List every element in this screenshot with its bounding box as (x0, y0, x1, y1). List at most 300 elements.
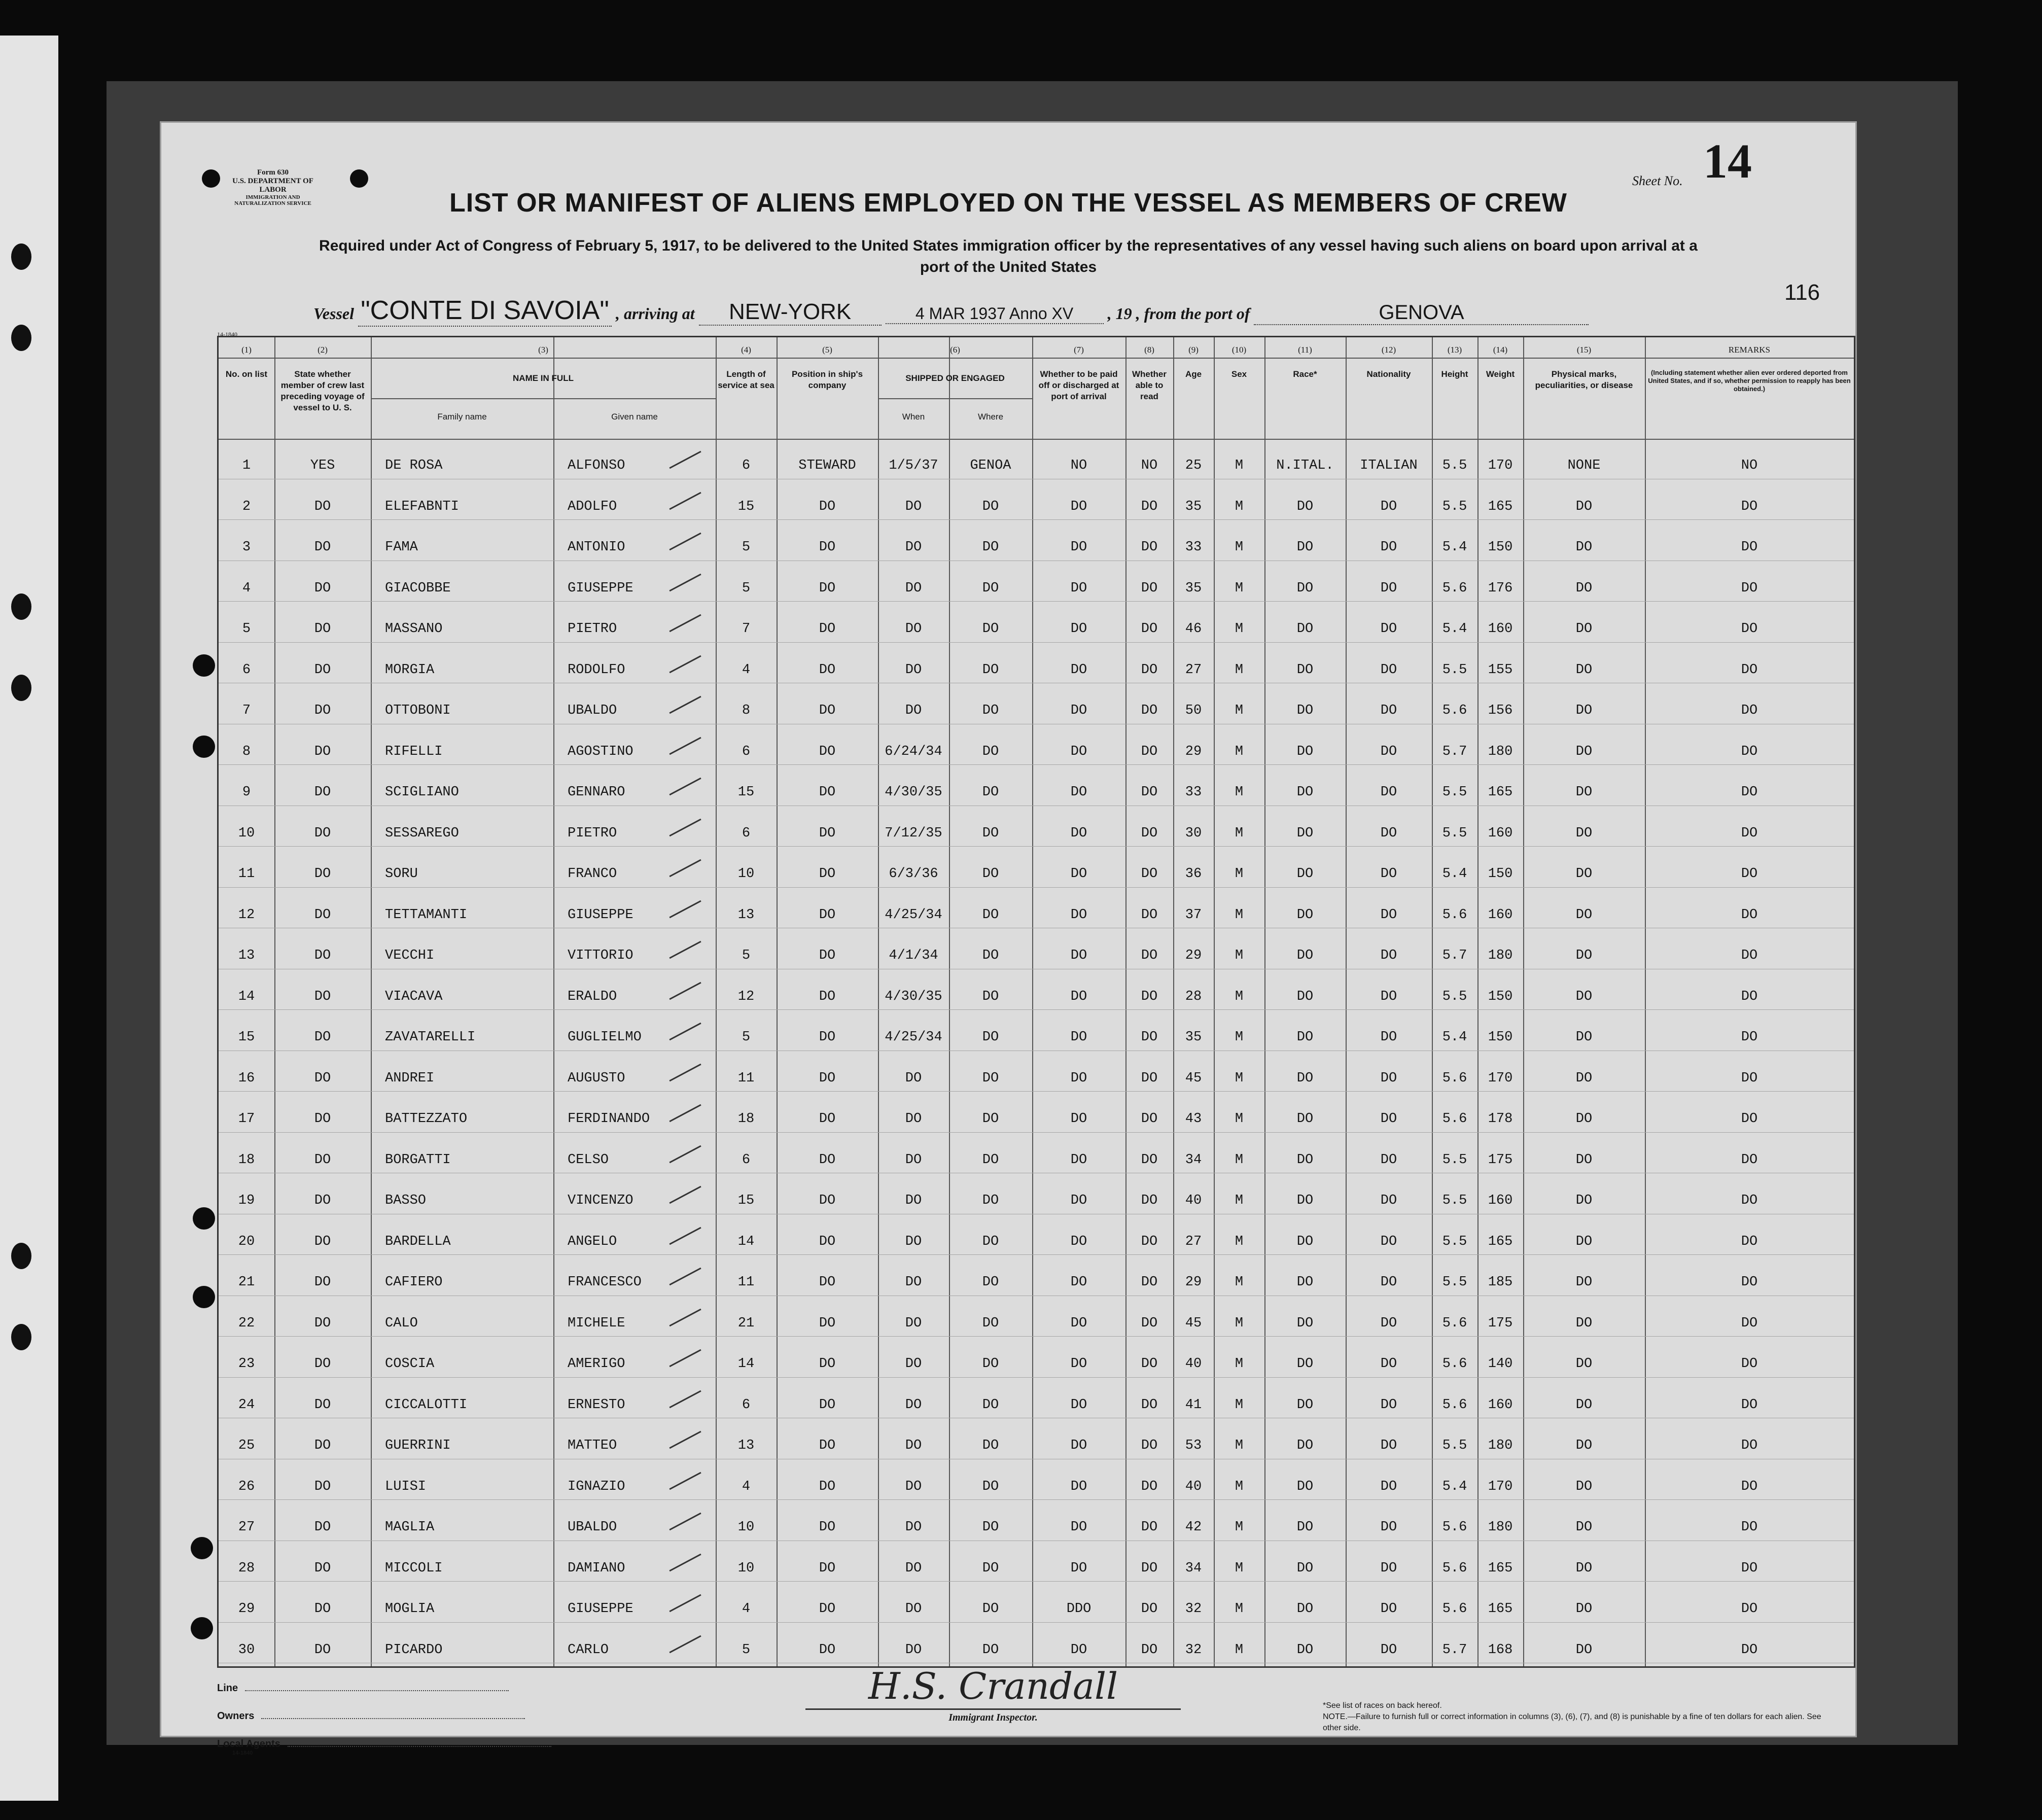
table-cell: DO (1575, 825, 1593, 841)
table-cell: DO (819, 1438, 836, 1453)
table-cell: NONE (1567, 458, 1601, 473)
table-cell: DO (1070, 1152, 1087, 1168)
table-cell: DO (982, 1438, 999, 1453)
table-cell: 7 (242, 703, 251, 718)
table-cell: DO (1741, 785, 1758, 800)
column-number: (1) (241, 345, 252, 355)
subheader-rule (878, 398, 1032, 399)
column-number: (7) (1074, 345, 1084, 355)
inspector-block (805, 1665, 1181, 1724)
table-cell: 5.5 (1442, 458, 1467, 473)
table-cell: DO (819, 1601, 836, 1617)
column-header: Length of service at sea (718, 369, 774, 390)
table-cell: DO (1741, 1070, 1758, 1086)
table-cell: DO (1141, 703, 1158, 718)
table-cell: ERALDO (568, 989, 617, 1004)
table-cell: M (1235, 785, 1244, 800)
table-cell: AMERIGO (568, 1356, 625, 1372)
table-cell: COSCIA (385, 1356, 435, 1372)
table-cell: DO (1741, 744, 1758, 759)
table-cell: DO (1296, 1234, 1314, 1249)
table-cell: DO (1141, 1397, 1158, 1413)
table-cell: DO (1575, 907, 1593, 923)
table-cell: GIUSEPPE (568, 580, 633, 596)
table-cell: 5.4 (1442, 866, 1467, 882)
table-cell: DO (819, 1152, 836, 1168)
table-cell: DO (1380, 580, 1397, 596)
table-cell: UBALDO (568, 703, 617, 718)
table-cell: LUISI (385, 1479, 427, 1494)
table-cell: DO (1070, 907, 1087, 923)
table-cell: SCIGLIANO (385, 785, 459, 800)
table-cell: 5.5 (1442, 1234, 1467, 1249)
table-cell: DO (314, 866, 331, 882)
table-cell: DO (1070, 1111, 1087, 1127)
departure-port: GENOVA (1254, 301, 1589, 325)
table-cell: M (1235, 1234, 1244, 1249)
table-cell: PIETRO (568, 825, 617, 841)
table-cell: DO (1380, 1642, 1397, 1658)
table-cell: DO (1380, 785, 1397, 800)
table-cell: DO (1575, 621, 1593, 637)
table-cell: 30 (238, 1642, 255, 1658)
column-number: (8) (1144, 345, 1154, 355)
table-cell: AUGUSTO (568, 1070, 625, 1086)
punch-hole (193, 1207, 215, 1230)
column-number: (10) (1231, 345, 1247, 355)
table-cell: 5.5 (1442, 499, 1467, 514)
table-cell: DO (1070, 1479, 1087, 1494)
binding-hole (11, 325, 31, 351)
row-rule (219, 1581, 1854, 1582)
table-cell: DO (1575, 1397, 1593, 1413)
table-cell: DO (905, 499, 922, 514)
table-cell: 5 (742, 948, 751, 963)
table-cell: 45 (1185, 1070, 1202, 1086)
row-rule (219, 642, 1854, 643)
table-cell: DO (1380, 1356, 1397, 1372)
table-cell: M (1235, 1356, 1244, 1372)
table-cell: 180 (1488, 948, 1513, 963)
table-cell: DO (982, 1193, 999, 1208)
table-cell: DO (905, 1234, 922, 1249)
table-cell: DO (982, 580, 999, 596)
table-cell: DO (982, 540, 999, 555)
table-cell: DO (819, 989, 836, 1004)
table-cell: DO (1070, 1560, 1087, 1576)
table-cell: DO (1141, 1030, 1158, 1045)
binding-hole (11, 1324, 31, 1350)
table-cell: 53 (1185, 1438, 1202, 1453)
table-cell: DO (314, 703, 331, 718)
table-cell: 5.5 (1442, 1438, 1467, 1453)
table-cell: DO (1070, 1070, 1087, 1086)
table-cell: DO (819, 1070, 836, 1086)
column-header: NAME IN FULL (513, 373, 574, 383)
table-cell: 6 (742, 1397, 751, 1413)
table-cell: 3 (242, 540, 251, 555)
table-cell: DO (1296, 1030, 1314, 1045)
table-cell: DO (819, 1560, 836, 1576)
table-cell: DO (1575, 1642, 1593, 1658)
footnotes (1323, 1700, 1830, 1734)
table-cell: DDO (1066, 1601, 1092, 1617)
table-cell: M (1235, 907, 1244, 923)
column-number: (2) (318, 345, 328, 355)
table-cell: M (1235, 580, 1244, 596)
table-cell: DO (819, 1193, 836, 1208)
table-cell: 15 (737, 785, 755, 800)
column-header: Nationality (1366, 369, 1411, 379)
table-cell: 4 (242, 580, 251, 596)
table-cell: 10 (238, 825, 255, 841)
row-rule (219, 1091, 1854, 1092)
table-cell: DO (1141, 948, 1158, 963)
table-cell: DE ROSA (385, 458, 443, 473)
table-cell: MATTEO (568, 1438, 617, 1453)
table-cell: 160 (1488, 907, 1513, 923)
table-cell: DO (1741, 989, 1758, 1004)
table-cell: 37 (1185, 907, 1202, 923)
page-number: 116 (1784, 280, 1820, 305)
table-cell: DO (905, 1356, 922, 1372)
table-cell: DO (1741, 1356, 1758, 1372)
table-cell: DO (1141, 540, 1158, 555)
table-cell: 5.7 (1442, 1642, 1467, 1658)
table-cell: BORGATTI (385, 1152, 451, 1168)
row-rule (219, 1132, 1854, 1133)
table-cell: 5.5 (1442, 662, 1467, 678)
table-cell: M (1235, 866, 1244, 882)
crew-manifest-table (217, 336, 1855, 1668)
table-cell: VITTORIO (568, 948, 633, 963)
table-cell: DO (819, 499, 836, 514)
table-cell: DO (905, 1275, 922, 1290)
table-cell: M (1235, 1397, 1244, 1413)
table-cell: DO (1141, 1438, 1158, 1453)
table-cell: DO (1380, 1601, 1397, 1617)
column-number: (9) (1188, 345, 1199, 355)
table-cell: DO (1741, 580, 1758, 596)
table-cell: DO (1296, 907, 1314, 923)
table-cell: DO (1070, 1275, 1087, 1290)
table-cell: DO (314, 744, 331, 759)
table-cell: DO (1296, 499, 1314, 514)
table-cell: 21 (238, 1275, 255, 1290)
table-cell: DO (819, 1315, 836, 1331)
table-cell: ANGELO (568, 1234, 617, 1249)
table-cell: 28 (238, 1560, 255, 1576)
table-cell: 5.6 (1442, 1111, 1467, 1127)
table-cell: 4 (742, 662, 751, 678)
column-header: Whether to be paid off or discharged at port of arrival (1038, 369, 1119, 401)
table-cell: YES (310, 458, 335, 473)
table-cell: DO (982, 621, 999, 637)
table-cell: DO (1575, 580, 1593, 596)
table-cell: DO (1070, 1397, 1087, 1413)
table-cell: DO (1741, 1560, 1758, 1576)
column-subheader: Family name (437, 412, 487, 422)
table-cell: DO (982, 1315, 999, 1331)
table-cell: RIFELLI (385, 744, 443, 759)
table-cell: DO (819, 785, 836, 800)
table-cell: 34 (1185, 1560, 1202, 1576)
table-cell: 150 (1488, 989, 1513, 1004)
table-cell: 27 (1185, 1234, 1202, 1249)
table-cell: MORGIA (385, 662, 435, 678)
table-cell: DO (1575, 1560, 1593, 1576)
table-cell: DO (1575, 1193, 1593, 1208)
table-cell: DO (1070, 1642, 1087, 1658)
table-cell: 7/12/35 (885, 825, 942, 841)
table-cell: 5.6 (1442, 1560, 1467, 1576)
table-cell: GIUSEPPE (568, 907, 633, 923)
punch-hole (191, 1617, 213, 1639)
table-cell: DO (1380, 1438, 1397, 1453)
table-cell: DO (1296, 1111, 1314, 1127)
table-cell: 6/3/36 (889, 866, 938, 882)
table-cell: 13 (737, 907, 755, 923)
table-cell: DO (1380, 1193, 1397, 1208)
line-field (217, 1683, 509, 1694)
table-cell: BARDELLA (385, 1234, 451, 1249)
table-cell: DO (1070, 1356, 1087, 1372)
table-cell: DO (982, 1234, 999, 1249)
table-cell: 170 (1488, 458, 1513, 473)
table-cell: 25 (1185, 458, 1202, 473)
row-rule (219, 1622, 1854, 1623)
table-cell: ZAVATARELLI (385, 1030, 476, 1045)
table-cell: DO (1141, 1560, 1158, 1576)
table-cell: 19 (238, 1193, 255, 1208)
table-cell: 33 (1185, 540, 1202, 555)
table-cell: DO (982, 989, 999, 1004)
row-rule (219, 764, 1854, 765)
table-cell: DO (1575, 1234, 1593, 1249)
table-cell: DO (982, 744, 999, 759)
table-cell: M (1235, 1070, 1244, 1086)
table-cell: NO (1741, 458, 1758, 473)
table-cell: DO (1575, 1479, 1593, 1494)
table-cell: DO (819, 825, 836, 841)
table-cell: M (1235, 1193, 1244, 1208)
table-cell: DO (1296, 825, 1314, 841)
table-cell: NO (1070, 458, 1087, 473)
table-cell: 156 (1488, 703, 1513, 718)
table-cell: DO (819, 1642, 836, 1658)
table-cell: ANDREI (385, 1070, 435, 1086)
table-cell: 7 (742, 621, 751, 637)
table-cell: 5.4 (1442, 1479, 1467, 1494)
table-cell: MASSANO (385, 621, 443, 637)
table-cell: DO (1070, 1193, 1087, 1208)
table-cell: 29 (1185, 1275, 1202, 1290)
column-header: Race* (1293, 369, 1317, 379)
table-cell: 33 (1185, 785, 1202, 800)
table-cell: DO (1296, 621, 1314, 637)
table-cell: DO (1575, 1030, 1593, 1045)
table-cell: 29 (1185, 744, 1202, 759)
table-cell: DO (1380, 1479, 1397, 1494)
table-cell: 1 (242, 458, 251, 473)
table-cell: DO (1296, 703, 1314, 718)
table-cell: M (1235, 499, 1244, 514)
table-cell: 29 (238, 1601, 255, 1617)
table-cell: GIACOBBE (385, 580, 451, 596)
table-cell: 5.5 (1442, 1152, 1467, 1168)
table-cell: DO (1741, 1315, 1758, 1331)
subtitle-line-1: Required under Act of Congress of February 5, 1917, to be delivered to the United States immigration officer by the representatives of any vessel having such aliens on board upon arrival at a (319, 237, 1698, 254)
service-name: IMMIGRATION AND NATURALIZATION SERVICE (234, 194, 311, 206)
table-cell: VINCENZO (568, 1193, 633, 1208)
table-cell: 18 (238, 1152, 255, 1168)
table-cell: DO (1296, 744, 1314, 759)
table-cell: 168 (1488, 1642, 1513, 1658)
table-cell: DO (314, 1070, 331, 1086)
table-cell: 160 (1488, 1193, 1513, 1208)
table-cell: DO (819, 662, 836, 678)
local-agents-label: Local Agents (217, 1738, 280, 1749)
table-cell: DO (1380, 948, 1397, 963)
table-cell: DO (1141, 825, 1158, 841)
column-header: Physical marks, peculiarities, or disease (1535, 369, 1633, 390)
table-cell: 150 (1488, 1030, 1513, 1045)
column-number: (12) (1381, 345, 1396, 355)
table-cell: DO (982, 1152, 999, 1168)
table-cell: 5.4 (1442, 1030, 1467, 1045)
table-cell: 5.7 (1442, 948, 1467, 963)
table-cell: 27 (238, 1520, 255, 1535)
table-cell: DO (1296, 989, 1314, 1004)
table-cell: DO (1141, 1642, 1158, 1658)
table-cell: DO (1380, 540, 1397, 555)
manifest-sheet (161, 123, 1855, 1756)
table-cell: OTTOBONI (385, 703, 451, 718)
table-cell: 35 (1185, 499, 1202, 514)
table-cell: DO (819, 621, 836, 637)
table-cell: DO (819, 703, 836, 718)
table-cell: DO (1380, 1070, 1397, 1086)
table-cell: M (1235, 1520, 1244, 1535)
table-cell: 10 (737, 1560, 755, 1576)
table-cell: DO (1070, 1438, 1087, 1453)
table-cell: 11 (737, 1275, 755, 1290)
sheet-number: 14 (1703, 134, 1752, 188)
table-cell: ELEFABNTI (385, 499, 459, 514)
table-cell: DO (1575, 785, 1593, 800)
table-cell: DO (1141, 1111, 1158, 1127)
table-cell: 5.6 (1442, 1356, 1467, 1372)
table-cell: DO (1141, 1193, 1158, 1208)
table-cell: 175 (1488, 1315, 1513, 1331)
table-cell: 5.5 (1442, 989, 1467, 1004)
table-cell: FAMA (385, 540, 418, 555)
table-cell: 150 (1488, 540, 1513, 555)
table-cell: DO (1141, 1520, 1158, 1535)
column-header: Age (1185, 369, 1202, 379)
table-cell: DO (314, 580, 331, 596)
table-cell: DO (982, 948, 999, 963)
table-cell: DO (819, 1275, 836, 1290)
table-cell: 40 (1185, 1479, 1202, 1494)
table-cell: STEWARD (798, 458, 856, 473)
table-cell: 22 (238, 1315, 255, 1331)
binding-hole (11, 243, 31, 270)
table-cell: MICCOLI (385, 1560, 443, 1576)
table-cell: DO (1296, 1438, 1314, 1453)
table-cell: 180 (1488, 1520, 1513, 1535)
table-cell: DO (1070, 662, 1087, 678)
table-cell: 43 (1185, 1111, 1202, 1127)
table-cell: DO (1380, 1560, 1397, 1576)
year-label: , 19 (1107, 304, 1132, 323)
table-cell: DO (1575, 1520, 1593, 1535)
table-cell: 16 (238, 1070, 255, 1086)
table-cell: DO (905, 1479, 922, 1494)
table-cell: 14 (737, 1356, 755, 1372)
column-number: REMARKS (1728, 345, 1771, 355)
table-cell: DO (905, 1642, 922, 1658)
table-cell: 160 (1488, 825, 1513, 841)
table-cell: DO (1296, 1152, 1314, 1168)
table-cell: 2 (242, 499, 251, 514)
table-cell: DO (905, 540, 922, 555)
table-cell: 5.5 (1442, 785, 1467, 800)
table-cell: 6 (742, 1152, 751, 1168)
table-cell: 28 (1185, 989, 1202, 1004)
table-cell: DO (982, 825, 999, 841)
table-cell: DO (314, 1275, 331, 1290)
table-cell: DO (314, 948, 331, 963)
table-cell: 21 (737, 1315, 755, 1331)
table-cell: DO (1296, 1479, 1314, 1494)
table-cell: M (1235, 744, 1244, 759)
table-cell: DO (1070, 744, 1087, 759)
table-cell: 46 (1185, 621, 1202, 637)
header-rule (219, 439, 1854, 440)
table-cell: DO (1070, 1315, 1087, 1331)
table-cell: DO (1575, 1275, 1593, 1290)
table-cell: DO (819, 1234, 836, 1249)
table-cell: 40 (1185, 1356, 1202, 1372)
table-cell: DO (1741, 662, 1758, 678)
column-header: SHIPPED OR ENGAGED (905, 373, 1005, 383)
arriving-port: NEW-YORK (699, 299, 882, 326)
column-header: Height (1441, 369, 1468, 379)
table-cell: DO (1741, 1111, 1758, 1127)
table-cell: DO (1141, 662, 1158, 678)
table-cell: ADOLFO (568, 499, 617, 514)
local-agents-field (217, 1738, 551, 1756)
table-cell: 10 (737, 1520, 755, 1535)
table-cell: DO (1380, 1030, 1397, 1045)
table-cell: DO (905, 1438, 922, 1453)
table-cell: DO (314, 499, 331, 514)
table-cell: DO (982, 907, 999, 923)
table-cell: 25 (238, 1438, 255, 1453)
table-cell: DO (1741, 1438, 1758, 1453)
table-cell: CARLO (568, 1642, 609, 1658)
table-cell: DO (1141, 1315, 1158, 1331)
table-cell: M (1235, 621, 1244, 637)
table-cell: 8 (742, 703, 751, 718)
table-cell: GUGLIELMO (568, 1030, 642, 1045)
table-cell: GIUSEPPE (568, 1601, 633, 1617)
table-cell: 26 (238, 1479, 255, 1494)
table-cell: DO (1296, 540, 1314, 555)
column-number: (15) (1576, 345, 1592, 355)
column-number: (4) (741, 345, 751, 355)
